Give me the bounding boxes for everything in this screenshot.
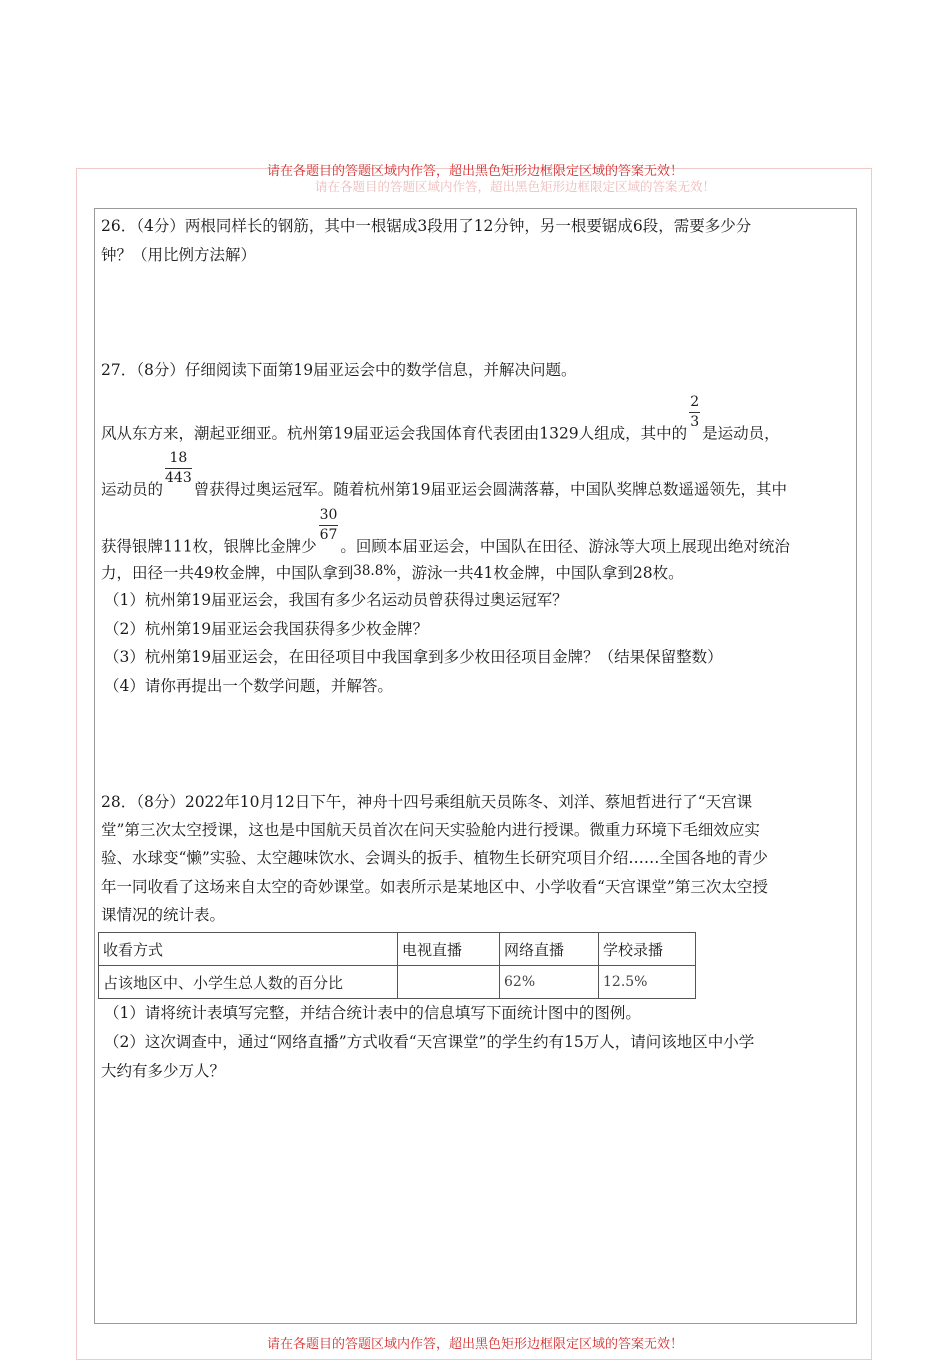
table-cell: 12.5% [599,966,696,999]
q27-intro: 27．（8分）仔细阅读下面第19届亚运会中的数学信息，并解决问题。 [101,361,577,379]
viewing-statistics-table [98,932,696,999]
table-header-cell: 收看方式 [99,933,398,966]
answer-area-warning-bottom: 请在各题目的答题区域内作答，超出黑色矩形边框限定区域的答案无效！ [266,1337,683,1352]
table-cell: 占该地区中、小学生总人数的百分比 [99,966,398,999]
q28-line-3: 验、水球变“懒”实验、太空趣味饮水、会调头的扳手、植物生长研究项目介绍……全国各地的青少 [101,849,768,867]
q27-paragraph-line-4: 力，田径一共49枚金牌，中国队拿到38.8%，游泳一共41枚金牌，中国队拿到28枚。 [101,563,684,582]
table-row [99,966,696,999]
fraction-30-67: $\frac{30}{67}$ [319,507,338,543]
percent-38-8: 38.8% [353,563,397,579]
table-header-cell: 电视直播 [398,933,500,966]
q27-paragraph-line-1: 风从东方来，潮起亚细亚。杭州第19届亚运会我国体育代表团由1329人组成，其中的 $\frac{2}{3}$ 是运动员， [101,394,780,443]
q27-subquestion-1: （1）杭州第19届亚运会，我国有多少名运动员曾获得过奥运冠军？ [104,591,568,609]
q27-subquestion-3: （3）杭州第19届亚运会，在田径项目中我国拿到多少枚田径项目金牌？（结果保留整数） [104,648,723,666]
answer-area-warning-top: 请在各题目的答题区域内作答，超出黑色矩形边框限定区域的答案无效！ [266,164,683,179]
table-header-cell: 网络直播 [500,933,599,966]
q26-line-2: 钟？（用比例方法解） [101,246,257,264]
table-header-cell: 学校录播 [599,933,696,966]
q27-paragraph-line-3: 获得银牌111枚，银牌比金牌少 $\frac{30}{67}$ 。回顾本届亚运会，中国队在田径、游泳等大项上展现出绝对统治 [101,507,790,556]
table-cell-blank [398,966,500,999]
q28-subquestion-2-line-2: 大约有多少万人？ [101,1062,226,1080]
q27-subquestion-4: （4）请你再提出一个数学问题，并解答。 [104,677,393,695]
q28-subquestion-2-line-1: （2）这次调查中，通过“网络直播”方式收看“天宫课堂”的学生约有15万人，请问该地区中小学 [104,1033,755,1051]
q28-subquestion-1: （1）请将统计表填写完整，并结合统计表中的信息填写下面统计图中的图例。 [104,1004,641,1022]
fraction-18-443: $\frac{18}{443}$ [165,450,192,486]
q28-line-1: 28．（8分）2022年10月12日下午，神舟十四号乘组航天员陈冬、刘洋、蔡旭哲进行了“天宫课 [101,793,753,811]
q27-subquestion-2: （2）杭州第19届亚运会我国获得多少枚金牌？ [104,620,429,638]
q26-line-1: 26．（4分）两根同样长的钢筋，其中一根锯成3段用了12分钟，另一根要锯成6段，需要多少分 [101,217,752,235]
q28-line-2: 堂”第三次太空授课，这也是中国航天员首次在问天实验舱内进行授课。微重力环境下毛细效应实 [101,821,760,839]
q27-paragraph-line-2: 运动员的 $\frac{18}{443}$ 曾获得过奥运冠军。随着杭州第19届亚运会圆满落幕，中国队奖牌总数遥遥领先，其中 [101,450,787,499]
fraction-two-thirds: $\frac{2}{3}$ [690,394,700,430]
table-header-row [99,933,696,966]
q28-line-5: 课情况的统计表。 [101,906,226,924]
answer-area-warning-faint: 请在各题目的答题区域内作答，超出黑色矩形边框限定区域的答案无效！ [314,179,715,194]
table-cell: 62% [500,966,599,999]
q28-line-4: 年一同收看了这场来自太空的奇妙课堂。如表所示是某地区中、小学收看“天宫课堂”第三次太空授 [101,878,768,896]
